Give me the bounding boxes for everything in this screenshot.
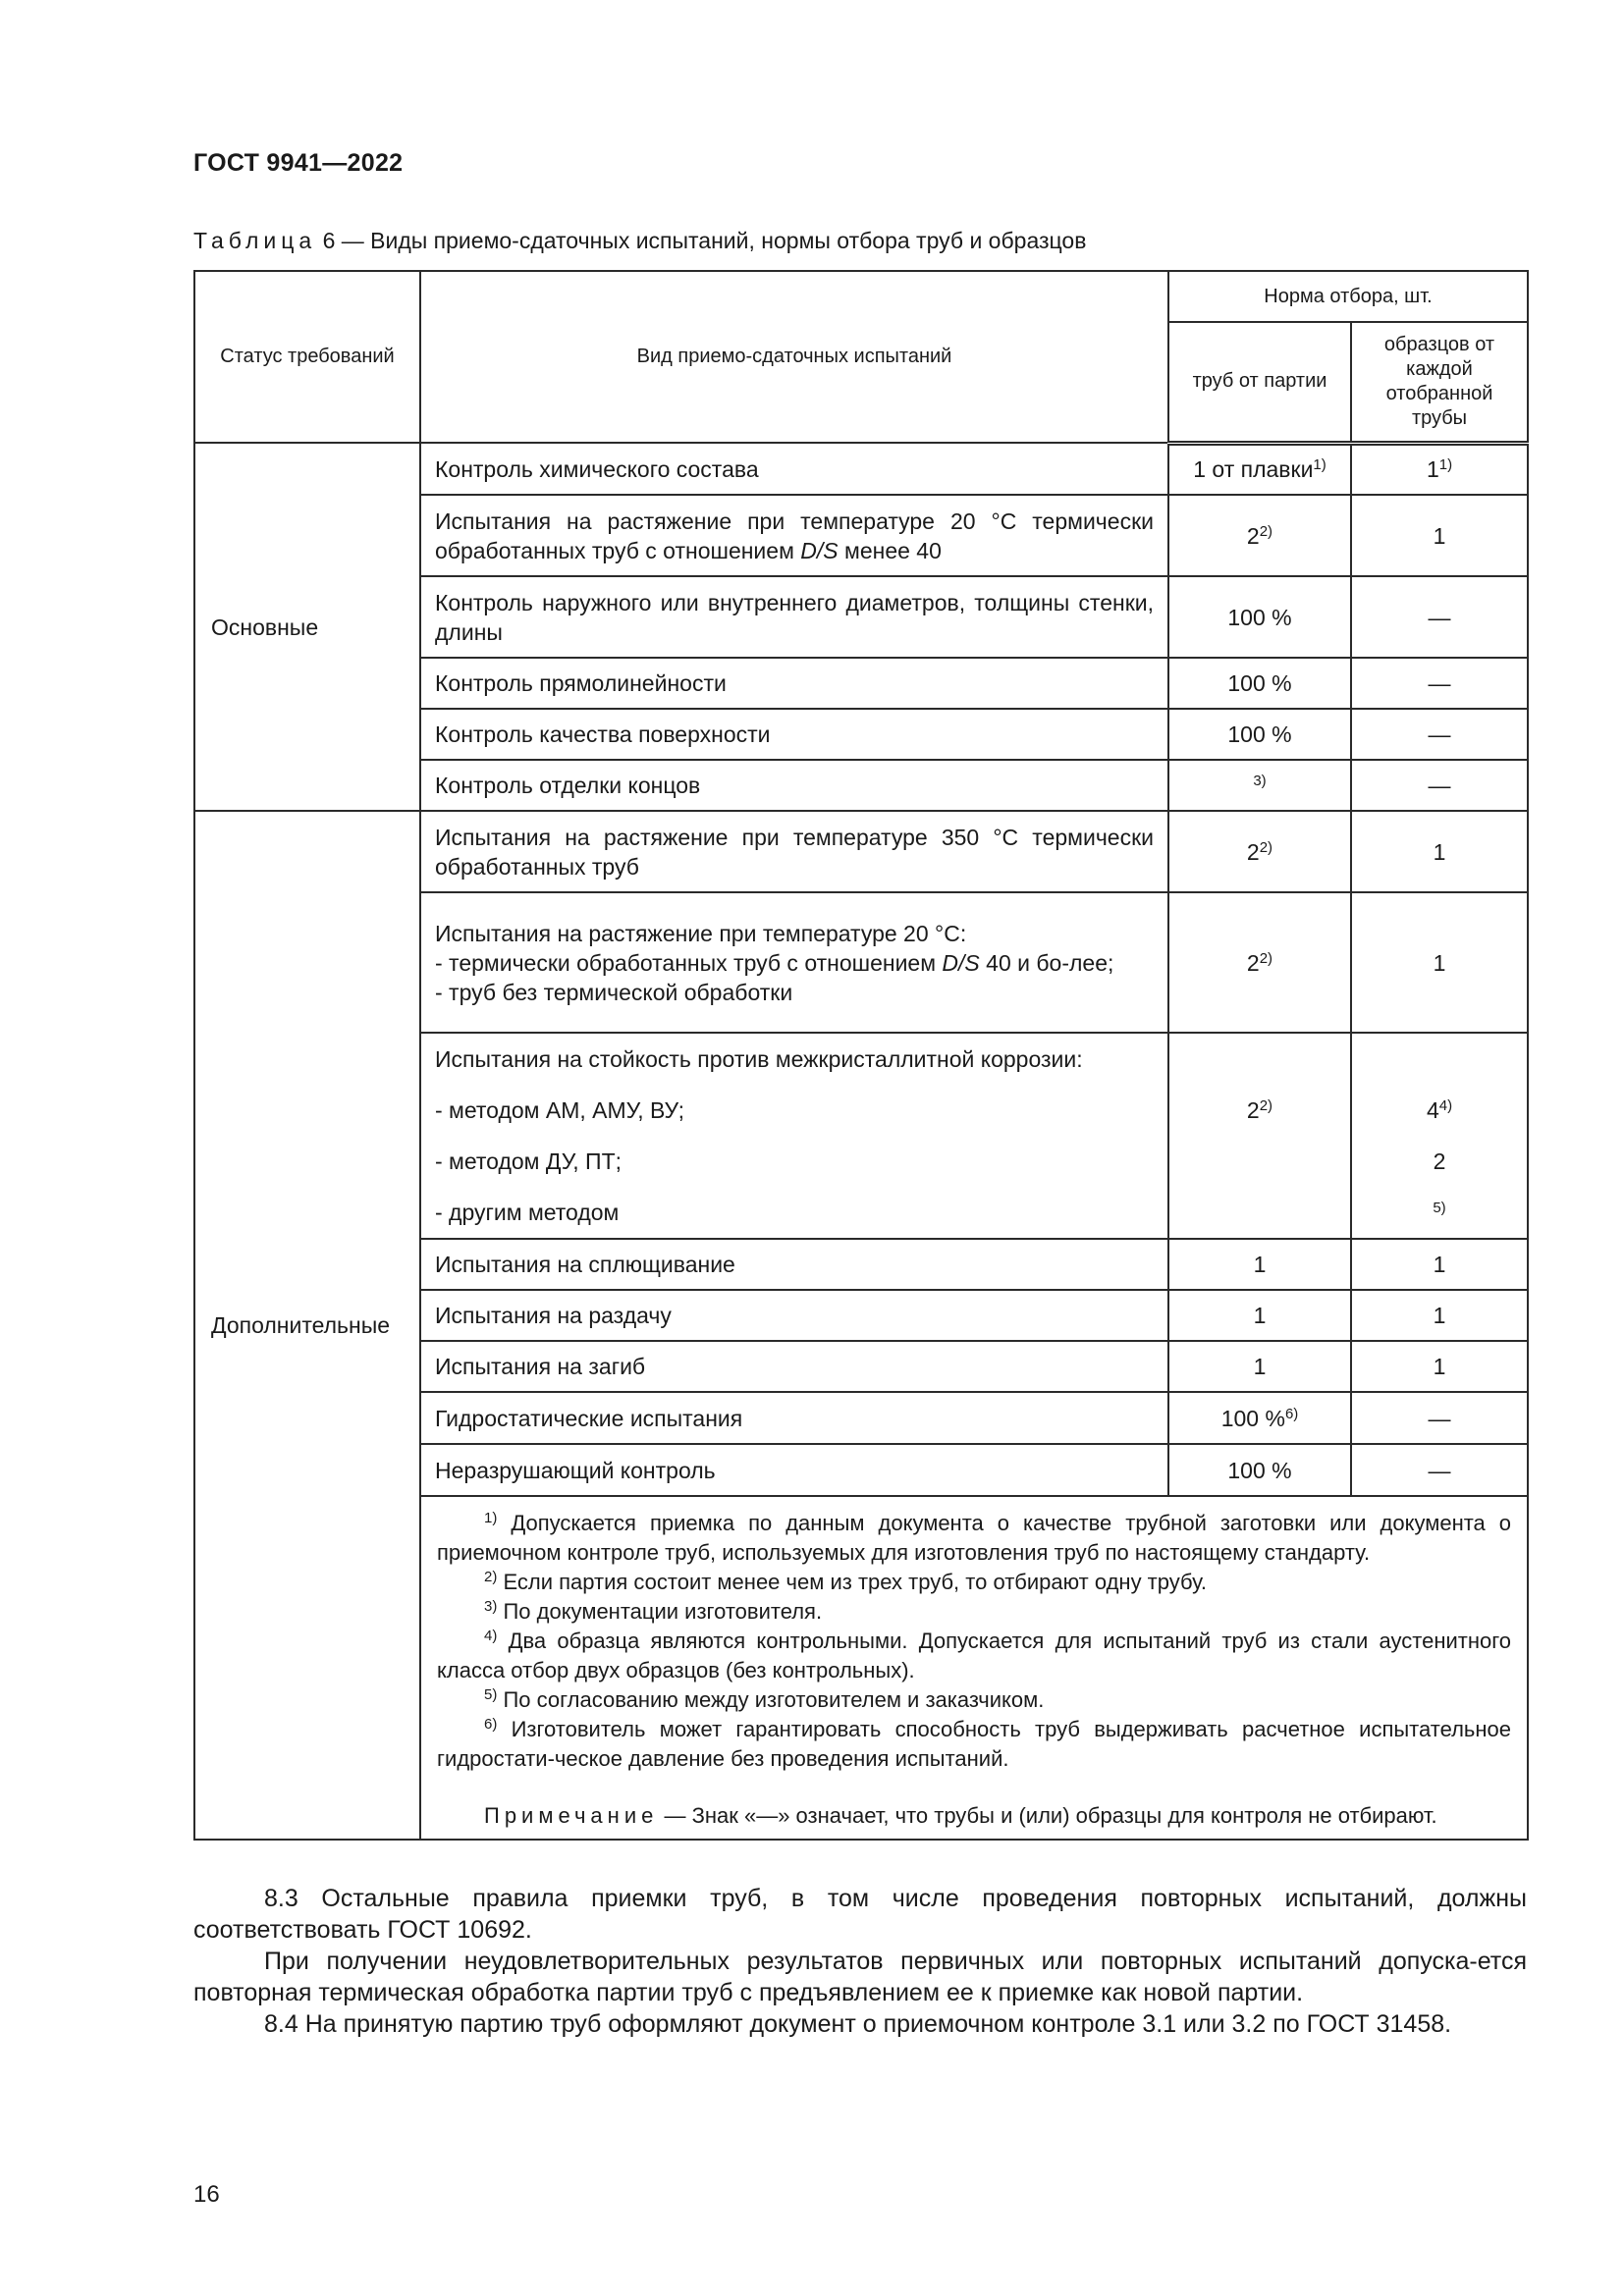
footnote: $^{3)}$ По документации изготовителя. [484,1598,823,1624]
pipes-cell: 100 %$^{6)}$ [1168,1392,1351,1444]
pipes-cell: 2$^{2)}$ [1168,495,1351,576]
paragraph-8-3: 8.3 Остальные правила приемки труб, в том числе проведения повторных испытаний, должны соответствовать ГОСТ 10692. [193,1885,1527,1944]
samples-cell: 1 [1351,1290,1528,1341]
pipes-cell: 2$^{2)}$ [1168,811,1351,892]
samples-cell: — [1351,1444,1528,1496]
samples-cell: — [1351,1392,1528,1444]
footnote: $^{2)}$ Если партия состоит менее чем из трех труб, то отбирают одну трубу. [484,1569,1208,1594]
table-note: Примечание — Знак «—» означает, что трубы и (или) образцы для контроля не отбирают. [484,1803,1437,1828]
test-cell: Контроль химического состава [420,443,1168,495]
paragraph-8-4: 8.4 На принятую партию труб оформляют документ о приемочном контроле 3.1 или 3.2 по ГОСТ 31458. [264,2010,1452,2038]
body-text [193,1883,1527,2040]
document-id: ГОСТ 9941—2022 [193,149,404,177]
table-header-row [194,271,1528,322]
test-cell: Испытания на растяжение при температуре 350 °С термически обработанных труб [420,811,1168,892]
test-cell: Испытания на загиб [420,1341,1168,1392]
header-test-type: Вид приемо-сдаточных испытаний [420,271,1168,443]
samples-cell: — [1351,576,1528,658]
footnote: $^{1)}$ Допускается приемка по данным документа о качестве трубной заготовки или документа о приемочном контроле труб, используемых для изготовления труб по настоящему стандарту. [437,1510,1512,1565]
test-cell: Испытания на растяжение при температуре 20 °С: - термически обработанных труб с отношением D/S 40 и бо-лее; - труб без термической обработки [420,892,1168,1033]
table-row [194,443,1528,495]
caption-word: Таблица [193,228,317,253]
header-status: Статус требований [194,271,420,443]
test-cell: Испытания на сплющивание [420,1239,1168,1290]
test-cell: Испытания на растяжение при температуре 20 °С термически обработанных труб с отношением D/S менее 40 [420,495,1168,576]
footnotes-cell [420,1496,1528,1840]
footnote: $^{6)}$ Изготовитель может гарантировать способность труб выдерживать расчетное испытательное гидростати-ческое давление без проведения испытаний. [437,1716,1512,1771]
page-number: 16 [193,2181,220,2208]
test-cell: Контроль наружного или внутреннего диаметров, толщины стенки, длины [420,576,1168,658]
test-cell: Испытания на раздачу [420,1290,1168,1341]
test-cell: Неразрушающий контроль [420,1444,1168,1496]
test-cell: Гидростатические испытания [420,1392,1168,1444]
pipes-cell: 1 от плавки$^{1)}$ [1168,443,1351,495]
group-main: Основные [194,443,420,811]
pipes-cell: 3) [1168,760,1351,811]
group-additional: Дополнительные [194,811,420,1840]
pipes-cell: 2$^{2)}$ [1168,892,1351,1033]
pipes-cell: 100 % [1168,709,1351,760]
test-cell: Испытания на стойкость против межкристаллитной коррозии: - методом АМ, АМУ, ВУ; - методом ДУ, ПТ; - другим методом [420,1033,1168,1239]
samples-cell: — [1351,658,1528,709]
samples-cell: 4$^{4)}$ 2 $^{5)}$ [1351,1033,1528,1239]
header-pipes: труб от партии [1168,322,1351,443]
test-cell: Контроль прямолинейности [420,658,1168,709]
table-row [194,811,1528,892]
caption-text: 6 — Виды приемо-сдаточных испытаний, нормы отбора труб и образцов [316,228,1087,253]
samples-cell: 1 [1351,811,1528,892]
footnote: $^{5)}$ По согласованию между изготовителем и заказчиком. [484,1686,1045,1712]
samples-cell: — [1351,760,1528,811]
samples-cell: 1 [1351,892,1528,1033]
test-cell: Контроль качества поверхности [420,709,1168,760]
pipes-cell: 2$^{2)}$ [1168,1033,1351,1239]
paragraph-retest: При получении неудовлетворительных результатов первичных или повторных испытаний допуска-ется повторная термическая обработка партии труб с предъявлением ее к приемке как новой партии. [193,1948,1527,2006]
table-caption [193,228,1086,254]
test-cell: Контроль отделки концов [420,760,1168,811]
footnote: $^{4)}$ Два образца являются контрольными. Допускается для испытаний труб из стали аустенитного класса отбор двух образцов (без контрольных). [437,1628,1512,1682]
pipes-cell: 100 % [1168,658,1351,709]
acceptance-tests-table [193,270,1529,1841]
pipes-cell: 1 [1168,1239,1351,1290]
header-samples: образцов от каждой отобранной трубы [1351,322,1528,443]
samples-cell: 1 [1351,495,1528,576]
pipes-cell: 100 % [1168,576,1351,658]
samples-cell: 1$^{1)}$ [1351,443,1528,495]
pipes-cell: 100 % [1168,1444,1351,1496]
samples-cell: 1 [1351,1239,1528,1290]
header-norm: Норма отбора, шт. [1168,271,1528,322]
samples-cell: — [1351,709,1528,760]
pipes-cell: 1 [1168,1341,1351,1392]
pipes-cell: 1 [1168,1290,1351,1341]
samples-cell: 1 [1351,1341,1528,1392]
